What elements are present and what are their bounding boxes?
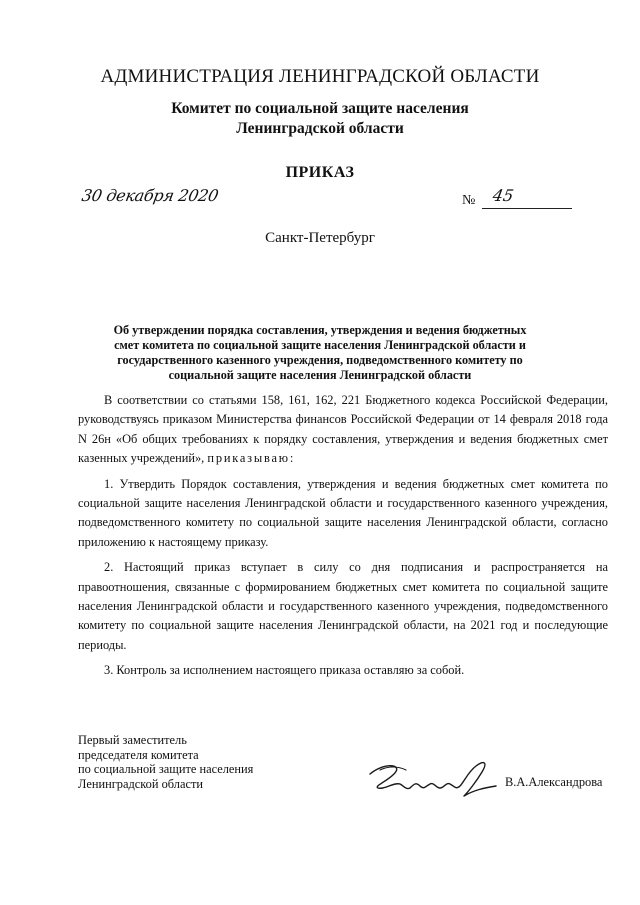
handwritten-date: 30 декабря 2020 (80, 186, 220, 205)
signatory-name: В.А.Александрова (505, 775, 603, 789)
document-subject: Об утверждении порядка составления, утверждения и ведения бюджетных смет комитета по социальной защите населения Ленинградской области и государственного казенного учреждения, подведомственного комитету по социальной защите населения Ленинградской области (113, 323, 527, 382)
signatory-title-line-3: по социальной защите населения (78, 762, 254, 777)
administration-header: АДМИНИСТРАЦИЯ ЛЕНИНГРАДСКОЙ ОБЛАСТИ (100, 66, 540, 87)
order-item-3: 3. Контроль за исполнением настоящего приказа оставляю за собой. (104, 663, 465, 678)
order-number-label: № (462, 193, 476, 208)
city-line: Санкт-Петербург (265, 230, 375, 246)
signatory-title (78, 733, 298, 791)
signatory-title-line-4: Ленинградской области (78, 776, 204, 791)
signatory-title-line-1: Первый заместитель (78, 733, 187, 747)
order-number-underline (482, 208, 572, 209)
handwritten-signature-icon (364, 752, 504, 802)
document-type-title: ПРИКАЗ (285, 164, 355, 181)
document-body (78, 391, 608, 687)
committee-line-1: Комитет по социальной защите населения (171, 100, 469, 117)
committee-line-2: Ленинградской области (236, 120, 404, 137)
handwritten-order-number: 45 (491, 186, 516, 205)
preamble-paragraph (78, 391, 608, 469)
committee-header (0, 99, 640, 139)
order-word: приказываю: (207, 451, 296, 466)
preamble-text: В соответствии со статьями 158, 161, 162, 221 Бюджетного кодекса Российской Федерации, руководствуясь приказом Министерства финансов Российской Федерации от 14 февраля 2018 года N 26н «Об общих требованиях к порядку составления, утверждения и ведения бюджетных смет казенных учреждений», (78, 393, 608, 466)
order-item-1: 1. Утвердить Порядок составления, утверждения и ведения бюджетных смет комитета по социальной защите населения Ленинградской области и государственного казенного учреждения, подведомственного комитету по социальной защите населения Ленинградской области, согласно приложению к настоящему приказу. (78, 476, 608, 549)
signatory-title-line-2: председателя комитета (78, 747, 199, 762)
order-item-2: 2. Настоящий приказ вступает в силу со дня подписания и распространяется на правоотношения, связанные с формированием бюджетных смет комитета по социальной защите населения Ленинградской области и государственного казенного учреждения, подведомственного комитету по социальной защите населения Ленинградской области, на 2021 год и последующие периоды. (78, 560, 608, 652)
